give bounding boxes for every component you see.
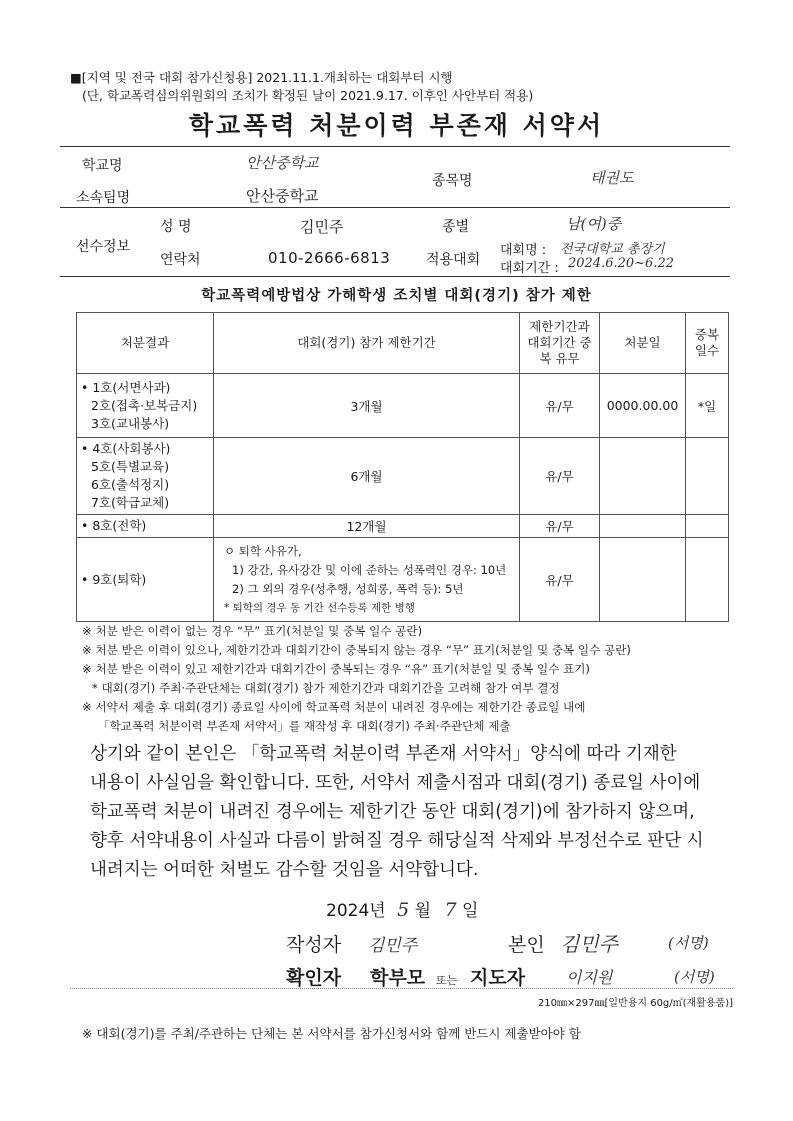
header-days: 중복 일수: [686, 313, 729, 374]
team-value: 안산중학교: [246, 187, 319, 205]
competition-period-value: 2024.6.20~6.22: [568, 256, 674, 271]
header-overlap: 제한기간과 대회기간 중복 유무: [520, 313, 600, 374]
confirmer-label: 확인자: [286, 967, 342, 989]
pledge-line: 상기와 같이 본인은 「학교폭력 처분이력 부존재 서약서」양식에 따라 기재한: [90, 744, 677, 764]
paper-size-note: 210㎜×297㎜[일반용지 60g/㎡(재활용품)]: [537, 998, 733, 1009]
contact-value: 010-2666-6813: [268, 249, 391, 267]
case-item: • 9호(퇴학): [81, 571, 147, 587]
date-day: 7: [444, 899, 457, 921]
period-cell: 6개월: [214, 438, 520, 515]
name-value: 김민주: [300, 218, 344, 236]
period-cell: 12개월: [214, 515, 520, 538]
divider: [60, 207, 730, 208]
case-item: 7호(학급교체): [91, 495, 170, 510]
table-row: [77, 515, 729, 538]
period-line: * 퇴학의 경우 동 기간 선수등록 제한 병행: [224, 601, 415, 614]
writer-label: 작성자: [286, 934, 342, 956]
self-signature: (서명): [668, 934, 709, 952]
period-cell: 3개월: [214, 374, 520, 438]
header-result: 처분결과: [77, 313, 214, 374]
pledge-line: 내려지는 어떠한 처벌도 감수할 것임을 서약합니다.: [90, 860, 479, 880]
cases-cell: [77, 515, 214, 538]
note-item: 「학교폭력 처분이력 부존재 서약서」를 재작성 후 대회(경기) 주최·주관단체 제출: [98, 719, 511, 733]
notice-line-2: (단, 학교폭력심의위원회의 조치가 확정된 날이 2021.9.17. 이후인 사안부터 적용): [82, 88, 534, 103]
writer-value: 김민주: [368, 936, 418, 956]
overlap-cell: 유/무: [520, 438, 600, 515]
days-cell: *일: [686, 374, 729, 438]
case-item: 6호(출석정지): [91, 477, 170, 492]
days-cell: [686, 438, 729, 515]
pledge-line: 내용이 사실임을 확인합니다. 또한, 서약서 제출시점과 대회(경기) 종료일 사이에: [90, 773, 701, 793]
period-detail-cell: [214, 538, 520, 622]
case-item: • 4호(사회봉사): [81, 441, 171, 456]
case-item: • 8호(전학): [81, 518, 147, 533]
header-period: 대회(경기) 참가 제한기간: [214, 313, 520, 374]
pledge-date: [326, 896, 478, 921]
date-cell: [600, 438, 686, 515]
coach-value: 이지원: [566, 968, 613, 987]
event-value: 태권도: [590, 169, 634, 187]
pledge-paragraph: [90, 740, 730, 885]
note-item: ※ 서약서 제출 후 대회(경기) 종료일 사이에 학교폭력 처분이 내려진 경우에는 제한기간 종료일 내에: [82, 700, 586, 714]
overlap-cell: 유/무: [520, 538, 600, 622]
self-label: 본인: [508, 934, 545, 956]
date-cell: [600, 515, 686, 538]
note-item: ※ 처분 받은 이력이 있고 제한기간과 대회기간이 중복되는 경우 “유” 표기(처분일 및 중복 일수 표기): [82, 662, 590, 676]
player-info-label: 선수정보: [76, 239, 131, 255]
note-item: ※ 처분 받은 이력이 있으나, 제한기간과 대회기간이 중복되지 않는 경우 “무” 표기(처분일 및 중복 일수 공란): [82, 643, 631, 657]
table-row: [77, 538, 729, 622]
date-month: 5: [397, 899, 410, 921]
competition-label: 적용대회: [426, 252, 481, 268]
cut-line: [70, 988, 733, 989]
pledge-line: 학교폭력 처분이 내려진 경우에는 제한기간 동안 대회(경기)에 참가하지 않으며,: [90, 802, 695, 822]
divider: [60, 276, 730, 277]
date-day-unit: 일: [461, 901, 479, 921]
divider: [60, 146, 730, 147]
gender-label: 종별: [442, 219, 470, 235]
overlap-cell: 유/무: [520, 374, 600, 438]
notes-block: [82, 622, 631, 736]
header-date: 처분일: [600, 313, 686, 374]
self-value: 김민주: [560, 932, 618, 956]
gender-value: 남(여)중: [566, 215, 622, 233]
date-cell: [600, 538, 686, 622]
days-cell: [686, 515, 729, 538]
period-line: ㅇ 퇴학 사유가,: [224, 543, 302, 558]
school-value: 안산중학교: [246, 154, 319, 172]
cases-cell: [77, 538, 214, 622]
coach-label: 지도자: [470, 967, 526, 989]
table-row: [77, 374, 729, 438]
date-cell: 0000.00.00: [600, 374, 686, 438]
case-item: • 1호(서면사과): [81, 379, 171, 395]
table-row: [77, 438, 729, 515]
date-month-unit: 월: [414, 901, 432, 921]
overlap-cell: 유/무: [520, 515, 600, 538]
cases-cell: [77, 374, 214, 438]
competition-name-label: 대회명 :: [500, 243, 547, 258]
table-header-row: [77, 313, 729, 374]
case-item: 5호(특별교육): [91, 459, 170, 474]
contact-label: 연락처: [160, 252, 201, 268]
case-item: 2호(접촉·보복금지): [91, 397, 198, 413]
note-item: * 대회(경기) 주최·주관단체는 대회(경기) 참가 제한기간과 대회기간을 고려해 참가 여부 결정: [92, 681, 560, 695]
coach-signature: (서명): [674, 968, 715, 986]
period-line: 2) 그 외의 경우(성추행, 성희롱, 폭력 등): 5년: [232, 581, 464, 596]
cases-cell: [77, 438, 214, 515]
case-item: 3호(교내봉사): [91, 415, 170, 431]
period-line: 1) 강간, 유사강간 및 이에 준하는 성폭력인 경우: 10년: [232, 562, 507, 577]
note-item: ※ 처분 받은 이력이 없는 경우 “무” 표기(처분일 및 중복 일수 공란): [82, 624, 423, 638]
name-label: 성 명: [160, 219, 192, 235]
notice-line-1: ■[지역 및 전국 대회 참가신청용] 2021.11.1.개최하는 대회부터 시행: [70, 70, 453, 85]
table-subtitle: 학교폭력예방법상 가해학생 조치별 대회(경기) 참가 제한: [201, 288, 592, 304]
date-year: 2024년: [326, 901, 386, 921]
sanction-table: [76, 312, 729, 622]
footer-note: ※ 대회(경기)를 주최/주관하는 단체는 본 서약서를 참가신청서와 함께 반드시 제출받아야 함: [82, 1026, 581, 1041]
competition-period-label: 대회기간 :: [500, 261, 559, 276]
pledge-line: 향후 서약내용이 사실과 다름이 밝혀질 경우 해당실적 삭제와 부정선수로 판단 시: [90, 831, 704, 851]
document-title: 학교폭력 처분이력 부존재 서약서: [188, 111, 605, 140]
parent-label: 학부모: [370, 967, 426, 989]
competition-name-value: 전국대학교 총장기: [560, 242, 665, 257]
or-label: 또는: [436, 974, 458, 987]
event-label: 종목명: [432, 173, 473, 189]
school-label: 학교명: [82, 158, 123, 174]
days-cell: [686, 538, 729, 622]
team-label: 소속팀명: [76, 190, 131, 206]
